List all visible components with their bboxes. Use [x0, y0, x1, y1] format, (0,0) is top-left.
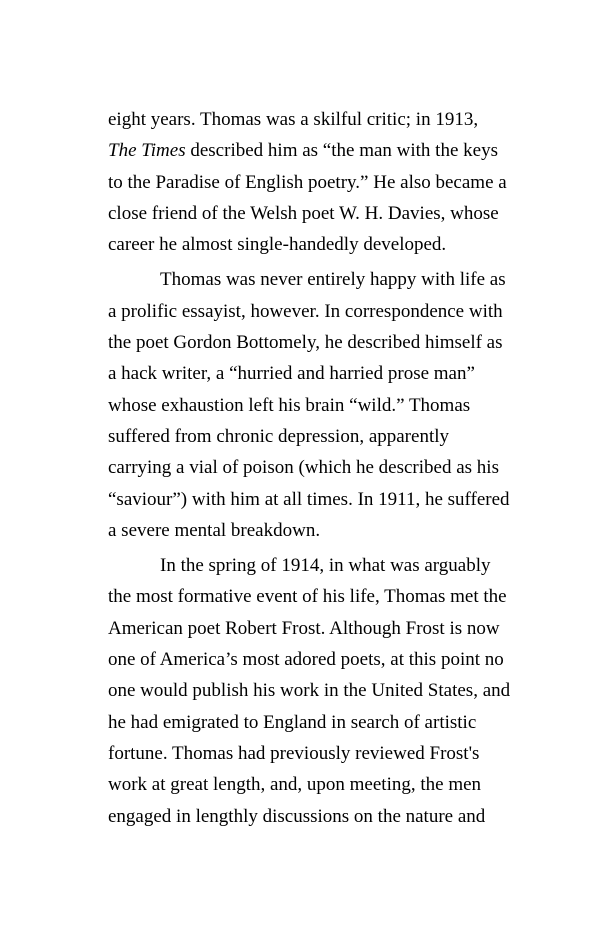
- page-body: [108, 104, 511, 832]
- italic-title: The Times: [108, 140, 186, 162]
- text-line: the most formative event of his life, Thomas met the: [108, 586, 507, 608]
- text-line: one would publish his work in the United States, and: [108, 680, 511, 702]
- text-line: to the Paradise of English poetry.” He also became a: [108, 171, 507, 193]
- text-line: whose exhaustion left his brain “wild.” Thomas: [108, 394, 471, 416]
- text-line: In the spring of 1914, in what was arguably: [160, 555, 491, 577]
- text-line: a severe mental breakdown.: [108, 519, 321, 541]
- text-line: fortune. Thomas had previously reviewed Frost's: [108, 742, 480, 764]
- text-line: American poet Robert Frost. Although Frost is now: [108, 617, 500, 639]
- text-line: eight years. Thomas was a skilful critic; in 1913,: [108, 109, 479, 130]
- text-line-continuation: described him as “the man with the keys: [190, 140, 498, 162]
- text-line: [108, 135, 508, 166]
- text-line: a hack writer, a “hurried and harried prose man”: [108, 363, 475, 385]
- text-line: he had emigrated to England in search of artistic: [108, 711, 477, 733]
- text-line: carrying a vial of poison (which he described as his: [108, 457, 499, 479]
- text-line: work at great length, and, upon meeting, the men: [108, 774, 482, 796]
- text-line: one of America’s most adored poets, at this point no: [108, 649, 504, 671]
- text-line: career he almost single-handedly developed.: [108, 234, 447, 256]
- text-line: Thomas was never entirely happy with life as: [160, 269, 506, 291]
- text-line: suffered from chronic depression, apparently: [108, 425, 449, 447]
- paragraph-1: [108, 104, 508, 260]
- text-line: “saviour”) with him at all times. In 1911, he suffered: [108, 488, 510, 510]
- text-line: engaged in lengthly discussions on the nature and: [108, 805, 486, 827]
- text-line: close friend of the Welsh poet W. H. Davies, whose: [108, 202, 499, 224]
- text-line: the poet Gordon Bottomely, he described himself as: [108, 332, 503, 354]
- paragraph-2: [108, 264, 508, 546]
- paragraph-3: [108, 550, 511, 832]
- text-line: a prolific essayist, however. In correspondence with: [108, 300, 503, 322]
